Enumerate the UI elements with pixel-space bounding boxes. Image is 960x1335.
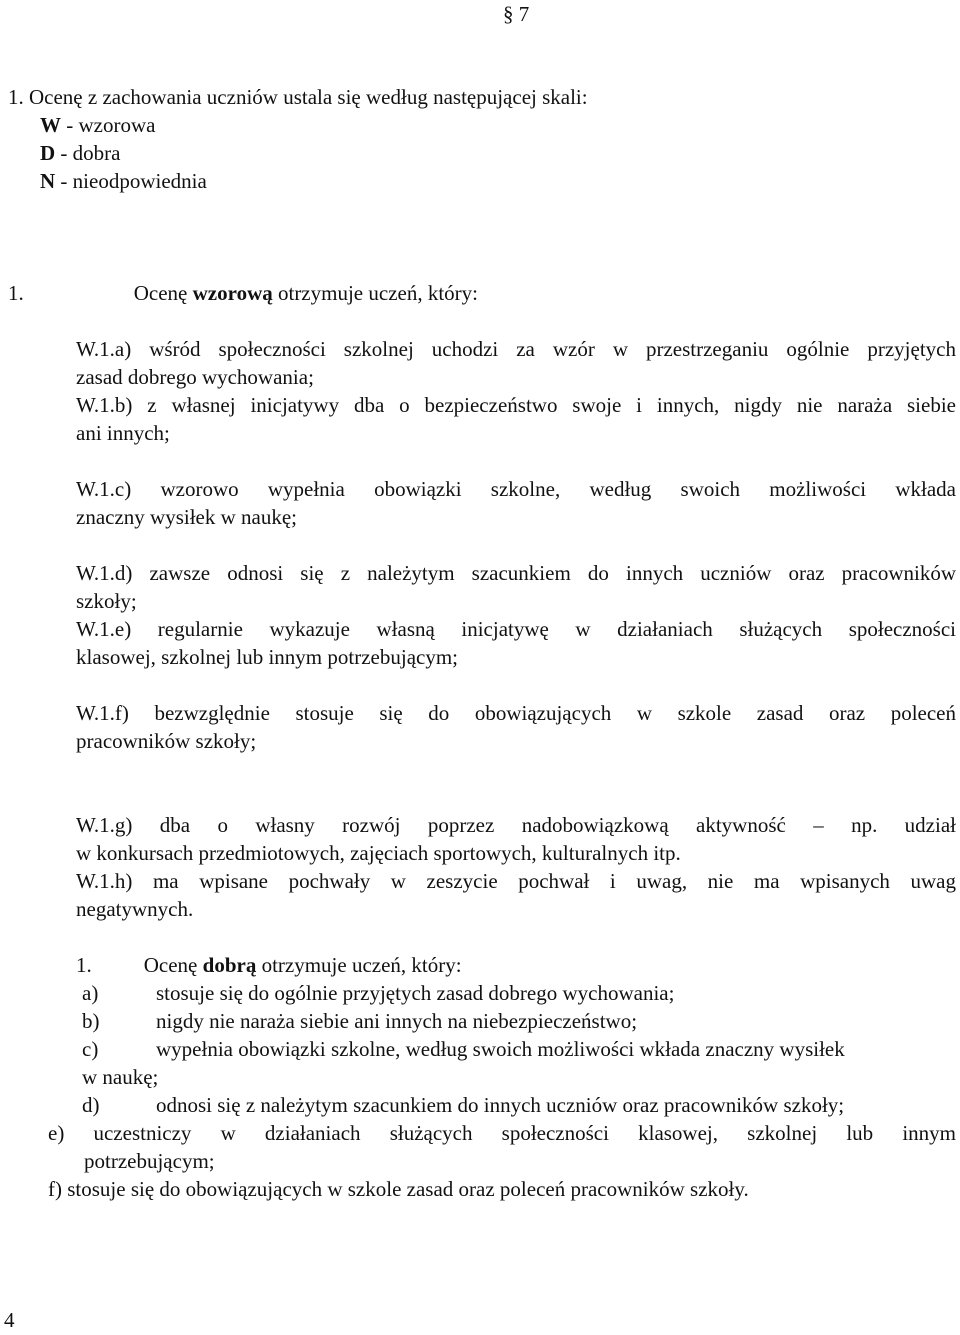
criterion-w1f-line1: W.1.f) bezwzględnie stosuje się do obowiązujących w szkole zasad oraz poleceń [76,701,956,725]
criterion-w1b-line2: ani innych; [76,421,170,445]
criterion-w1c-line1: W.1.c) wzorowo wypełnia obowiązki szkolne, według swoich możliwości wkłada [76,477,956,501]
criterion-w1g-line1: W.1.g) dba o własny rozwój poprzez nadobowiązkową aktywność – np. udział [76,813,956,837]
criterion-w1h-line2: negatywnych. [76,897,194,921]
dobra-item-c-label: c) [82,1037,99,1061]
criterion-w1d-line1: W.1.d) zawsze odnosi się z należytym szacunkiem do innych uczniów oraz pracowników [76,561,956,585]
dobra-item-f: f) stosuje się do obowiązujących w szkole zasad oraz poleceń pracowników szkoły. [48,1177,749,1201]
dobra-item-e-line1: e) uczestniczy w działaniach służących społeczności klasowej, szkolnej lub innym [48,1121,956,1145]
dobra-item-d-label: d) [82,1093,100,1117]
dobra-item-e-line2: potrzebującym; [84,1149,215,1173]
dobra-item-c-text: wypełnia obowiązki szkolne, według swoich możliwości wkłada znaczny wysiłek [156,1037,845,1061]
criterion-w1e-line1: W.1.e) regularnie wykazuje własną inicjatywę w działaniach służących społeczności [76,617,956,641]
section-dobra-heading: 1. Ocenę dobrą otrzymuje uczeń, który: [76,953,462,977]
page-marker: § 7 [503,2,530,26]
dobra-item-a-label: a) [82,981,99,1005]
criterion-w1h-line1: W.1.h) ma wpisane pochwały w zeszycie pochwał i uwag, nie ma wpisanych uwag [76,869,956,893]
scale-item-w: W - wzorowa [40,113,156,137]
dobra-item-d-text: odnosi się z należytym szacunkiem do innych uczniów oraz pracowników szkoły; [156,1093,845,1117]
page-number: 4 [4,1308,15,1332]
criterion-w1c-line2: znaczny wysiłek w naukę; [76,505,298,529]
criterion-w1b-line1: W.1.b) z własnej inicjatywy dba o bezpieczeństwo swoje i innych, nigdy nie naraża siebie [76,393,956,417]
scale-item-d: D - dobra [40,141,121,165]
dobra-item-b-text: nigdy nie naraża siebie ani innych na niebezpieczeństwo; [156,1009,638,1033]
criterion-w1d-line2: szkoły; [76,589,137,613]
section-wzorowa-heading: 1. Ocenę wzorową otrzymuje uczeń, który: [8,281,478,305]
criterion-w1e-line2: klasowej, szkolnej lub innym potrzebującym; [76,645,458,669]
scale-item-n: N - nieodpowiednia [40,169,207,193]
dobra-item-b-label: b) [82,1009,100,1033]
dobra-item-a-text: stosuje się do ogólnie przyjętych zasad dobrego wychowania; [156,981,675,1005]
criterion-w1a-line2: zasad dobrego wychowania; [76,365,314,389]
dobra-item-c-text-cont: w naukę; [82,1065,159,1089]
scale-heading: 1. Ocenę z zachowania uczniów ustala się według następującej skali: [8,85,588,109]
criterion-w1a-line1: W.1.a) wśród społeczności szkolnej uchodzi za wzór w przestrzeganiu ogólnie przyjętych [76,337,956,361]
criterion-w1f-line2: pracowników szkoły; [76,729,257,753]
criterion-w1g-line2: w konkursach przedmiotowych, zajęciach sportowych, kulturalnych itp. [76,841,681,865]
